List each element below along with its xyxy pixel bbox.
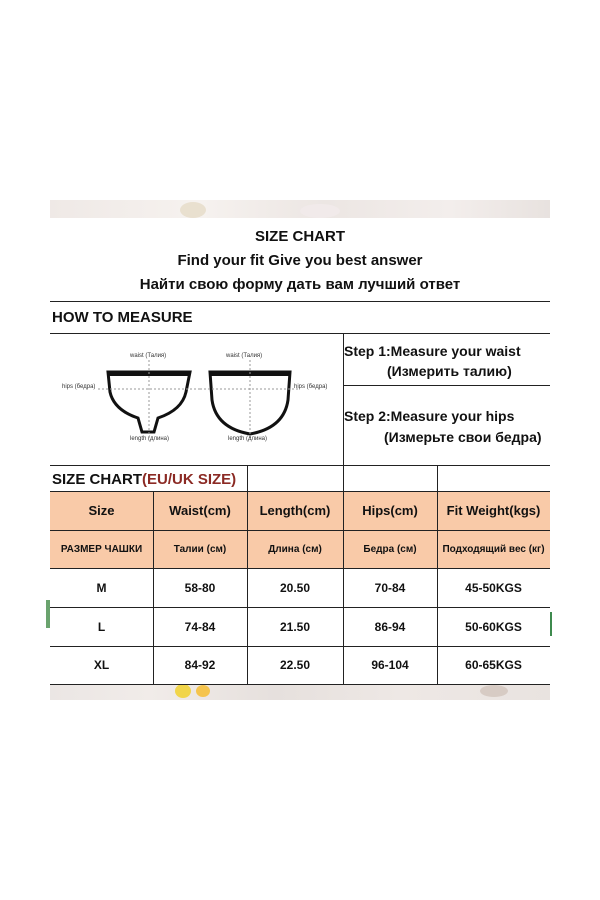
table-header-en-cell: Length(cm) — [259, 503, 331, 518]
size-chart-label-prefix: SIZE CHART — [52, 471, 142, 488]
step1-text: Step 1:Measure your waist — [344, 343, 521, 359]
table-row-cell: L — [97, 619, 106, 634]
chart-title: SIZE CHART — [255, 228, 345, 245]
divider — [437, 465, 438, 491]
table-row-cell: M — [96, 580, 107, 595]
step2-text: Step 2:Measure your hips — [344, 408, 515, 424]
table-header-en-cell: Waist(cm) — [169, 503, 231, 518]
table-row-cell: 86-94 — [374, 619, 406, 634]
divider — [50, 607, 550, 608]
waist-label: waist (Талия) — [130, 353, 167, 359]
hips-label: hips (бедра) — [62, 384, 96, 390]
decor-item — [180, 202, 206, 218]
divider — [343, 465, 344, 491]
divider — [50, 465, 550, 466]
step2-text-ru: (Измерьте свои бедра) — [384, 429, 542, 445]
size-chart-card — [50, 218, 550, 684]
table-header-en-cell: Size — [88, 503, 115, 518]
table-row-cell: 70-84 — [374, 580, 406, 595]
table-row-cell: 50-60KGS — [465, 619, 522, 634]
table-row-cell: 58-80 — [184, 580, 216, 595]
table-row-cell: 45-50KGS — [465, 580, 522, 595]
lemon-decor — [196, 685, 210, 697]
chart-subtitle-ru: Найти свою форму дать вам лучший ответ — [139, 276, 461, 293]
chart-header — [50, 218, 550, 300]
divider — [343, 491, 344, 684]
waist-label: waist (Талия) — [226, 353, 263, 359]
divider — [50, 684, 550, 685]
lemon-decor — [175, 684, 191, 698]
divider — [50, 301, 550, 302]
divider — [247, 491, 248, 684]
divider — [50, 530, 550, 531]
chart-subtitle-en: Find your fit Give you best answer — [177, 252, 423, 269]
table-row-cell: 84-92 — [184, 658, 216, 672]
brief-back-icon — [200, 360, 300, 440]
table-header-ru-cell: Подходящий вес (кг) — [442, 543, 545, 555]
table-row-cell: 22.50 — [279, 658, 311, 672]
size-chart-label-suffix: (EU/UK SIZE) — [142, 471, 237, 488]
table-row-cell: 96-104 — [371, 658, 409, 672]
measure-diagram — [50, 334, 342, 464]
length-label: length (длина) — [130, 436, 170, 442]
decor-item — [300, 204, 340, 218]
table-header-en-cell: Fit Weight(kgs) — [446, 503, 541, 518]
table-header-ru-cell: Талии (см) — [173, 543, 227, 555]
divider — [247, 465, 248, 491]
table-header-ru-cell: РАЗМЕР ЧАШКИ — [60, 543, 143, 555]
divider — [50, 646, 550, 647]
table-header-ru-cell: Длина (см) — [268, 543, 322, 555]
table-header-en-cell: Hips(cm) — [362, 503, 418, 518]
how-to-measure-label: HOW TO MEASURE — [52, 309, 193, 326]
table-row-cell: 60-65KGS — [465, 658, 522, 672]
table-header-ru-cell: Бедра (см) — [363, 543, 417, 555]
divider — [153, 491, 154, 684]
brief-front-icon — [98, 360, 200, 440]
step1-text-ru: (Измерить талию) — [387, 363, 512, 379]
divider — [437, 491, 438, 684]
decor-item — [480, 685, 508, 697]
table-row-cell: XL — [93, 658, 110, 672]
divider — [50, 491, 550, 492]
background-photo-top — [50, 200, 550, 220]
length-label: length (длина) — [228, 436, 268, 442]
table-row-cell: 74-84 — [184, 619, 216, 634]
table-row-cell: 21.50 — [279, 619, 311, 634]
size-chart-label — [52, 471, 236, 488]
divider — [50, 568, 550, 569]
divider — [343, 385, 550, 386]
table-row-cell: 20.50 — [279, 580, 311, 595]
hips-label: hips (бедра) — [294, 384, 328, 390]
